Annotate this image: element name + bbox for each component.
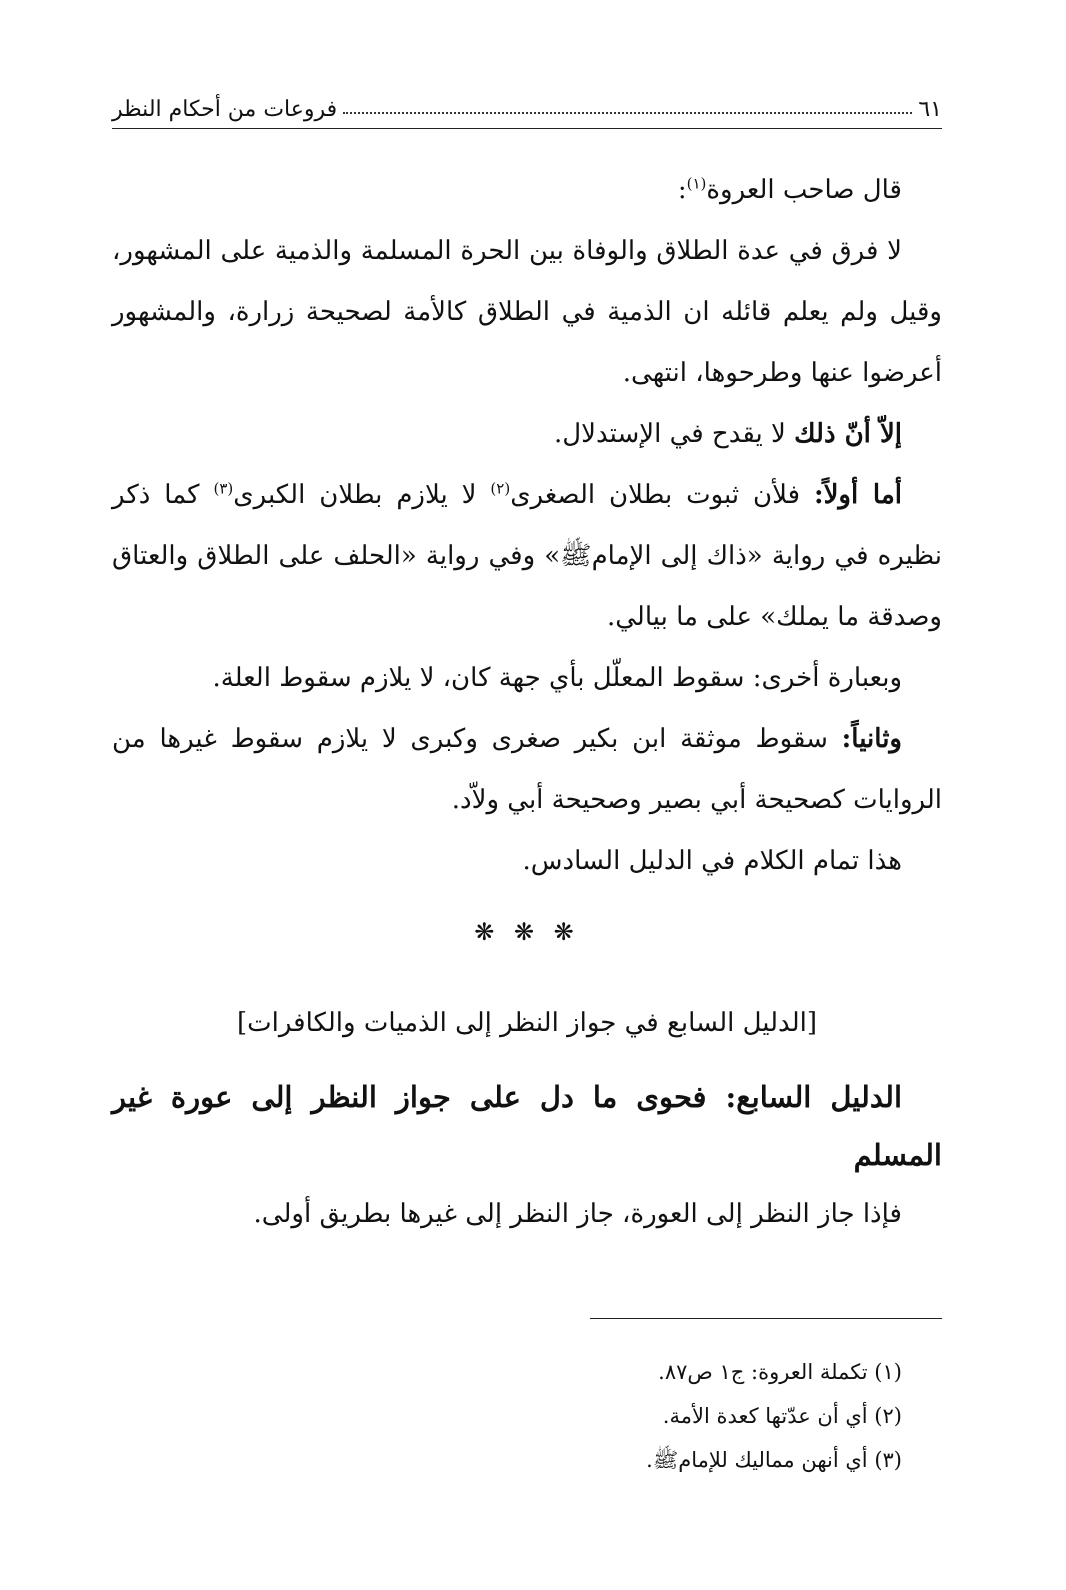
paragraph-objection <box>112 404 942 465</box>
second-text: سقوط موثقة ابن بكير صغرى وكبرى لا يلازم سقوط غيرها من الروايات كصحيحة أبي بصير وصحيحة أبي ولاّد. <box>112 724 942 815</box>
objection-lead: إلاّ أنّ ذلك <box>794 419 902 449</box>
paragraph-second <box>112 709 942 831</box>
quote-intro-colon: : <box>677 175 687 205</box>
running-title: فروعات من أحكام النظر <box>112 97 338 122</box>
paragraph-conclusion: هذا تمام الكلام في الدليل السادس. <box>522 846 902 876</box>
main-text <box>112 160 942 1245</box>
first-text-a: فلأن ثبوت بطلان الصغرى <box>510 480 814 510</box>
footnote-3: (٣) أي أنهن مماليك للإمامﷺ. <box>646 1448 902 1472</box>
first-text-b: لا يلازم بطلان الكبرى <box>233 480 491 510</box>
paragraph-seventh-explanation: فإذا جاز النظر إلى العورة، جاز النظر إلى غيرها بطريق أولى. <box>253 1199 902 1229</box>
footnote-2: (٢) أي أن عدّتها كعدة الأمة. <box>662 1404 902 1428</box>
footnote-ref-3[interactable]: (٣) <box>213 479 234 498</box>
first-text-c: كما ذكر نظيره في رواية «ذاك إلى الإمامﷺ» وفي رواية «الحلف على الطلاق والعتاق وصدقة ما يملك» على ما بيالي. <box>112 480 942 632</box>
footnote-separator <box>590 1318 942 1319</box>
paragraph-quote-intro <box>112 160 942 221</box>
header-dot-leader <box>343 112 912 114</box>
page-number: ٦١ <box>918 97 942 122</box>
section-heading: [الدليل السابع في جواز النظر إلى الذميات والكافرات] <box>236 1008 817 1038</box>
footnote-ref-1[interactable]: (١) <box>686 174 707 193</box>
first-lead: أما أولاً: <box>814 480 902 510</box>
quote-intro-text: قال صاحب العروة <box>706 175 902 205</box>
footnote-ref-2[interactable]: (٢) <box>490 479 511 498</box>
objection-text: لا يقدح في الإستدلال. <box>553 419 795 449</box>
footnotes <box>112 1350 942 1482</box>
section-divider-stars: ❋ ❋ ❋ <box>474 918 580 946</box>
paragraph-restatement: وبعبارة أخرى: سقوط المعلّل بأي جهة كان، لا يلازم سقوط العلة. <box>212 663 902 693</box>
footnote-1: (١) تكملة العروة: ج١ ص٨٧. <box>658 1360 902 1384</box>
running-header <box>112 82 942 129</box>
paragraph-first <box>112 465 942 648</box>
second-lead: وثانياً: <box>841 724 902 754</box>
paragraph-seventh-proof: الدليل السابع: فحوى ما دل على جواز النظر إلى عورة غير المسلم <box>112 1080 942 1172</box>
paragraph-quote: لا فرق في عدة الطلاق والوفاة بين الحرة المسلمة والذمية على المشهور، وقيل ولم يعلم قائله ان الذمية في الطلاق كالأمة لصحيحة زرارة، والمشهور أعرضوا عنها وطرحوها، انتهى. <box>112 236 942 388</box>
